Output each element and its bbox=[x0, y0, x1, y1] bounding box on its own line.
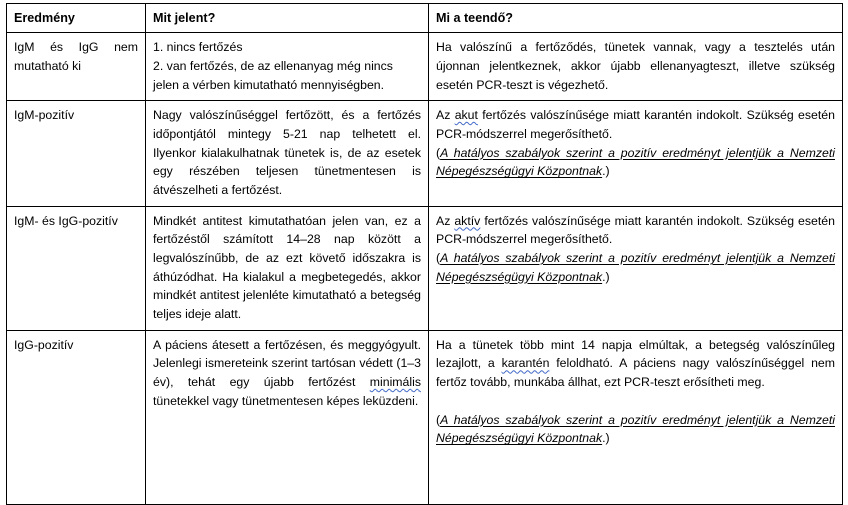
meaning-line: 1. nincs fertőzés bbox=[153, 40, 243, 55]
note-underlined-text: A hatályos szabályok szerint a pozitív eredményt jelentjük a Nemzeti Népegészségügyi Központnak bbox=[436, 145, 835, 179]
meaning-suffix: tünetekkel vagy tünetmentesen képes leküzdeni. bbox=[153, 393, 419, 408]
table-body bbox=[7, 33, 843, 505]
cell-meaning bbox=[146, 33, 429, 101]
table-header-row bbox=[7, 4, 843, 33]
column-header-result: Eredmény bbox=[7, 4, 146, 33]
cell-result: IgM és IgG nem mutatható ki bbox=[7, 33, 146, 101]
spellcheck-word: karantén bbox=[501, 356, 550, 371]
todo-text bbox=[436, 336, 835, 392]
note-underlined-text: A hatályos szabályok szerint a pozitív eredményt jelentjük a Nemzeti Népegészségügyi Központnak bbox=[436, 412, 835, 446]
note-underlined-text: A hatályos szabályok szerint a pozitív eredményt jelentjük a Nemzeti Népegészségügyi Központnak bbox=[436, 251, 835, 284]
cell-meaning bbox=[146, 330, 429, 504]
todo-prefix: Ha a tünetek több mint 14 napja elmúltak, a betegség valószínűleg lezajlott, a bbox=[436, 337, 835, 371]
todo-text: Ha valószínű a fertőződés, tünetek vannak, vagy a tesztelés után újonnan jelentkeznek, akkor újabb ellenanyagteszt, illetve szükség esetén PCR-teszt is végezhető. bbox=[436, 40, 835, 92]
cell-result: IgM-pozitív bbox=[7, 101, 146, 206]
spellcheck-word: minimális bbox=[369, 375, 421, 390]
table-row bbox=[7, 33, 843, 101]
todo-suffix: fertőzés valószínűsége miatt karantén indokolt. Szükség esetén PCR-módszerrel megerősíthető. bbox=[436, 213, 835, 247]
note-open-paren: ( bbox=[436, 145, 441, 160]
column-header-todo: Mi a teendő? bbox=[429, 4, 843, 33]
spellcheck-word: akut bbox=[454, 108, 478, 123]
todo-prefix: Az bbox=[436, 108, 455, 123]
cell-todo bbox=[429, 101, 843, 206]
cell-result: IgM- és IgG-pozitív bbox=[7, 206, 146, 330]
table-row bbox=[7, 101, 843, 206]
meaning-line: 2. van fertőzés, de az ellenanyag még nincs jelen a vérben kimutatható mennyiségben. bbox=[153, 58, 393, 92]
legal-note bbox=[436, 144, 835, 181]
note-open-paren: ( bbox=[436, 412, 441, 427]
todo-prefix: Az bbox=[436, 213, 455, 228]
legal-note bbox=[436, 249, 835, 286]
table-header bbox=[7, 4, 843, 33]
todo-suffix: feloldható. A páciens nagy valószínűséggel nem fertőz tovább, munkába állhat, ezt PCR-teszt erősítheti meg. bbox=[436, 356, 835, 390]
table-row bbox=[7, 206, 843, 330]
note-close-paren: .) bbox=[602, 164, 610, 179]
note-close-paren: .) bbox=[602, 269, 610, 284]
cell-meaning: Nagy valószínűséggel fertőzött, és a fertőzés időpontjától mintegy 5-21 nap telhetett el. Ilyenkor kialakulhatnak tünetek is, de az esetek egy részében teljesen tünetmentesen is átvészelheti a fertőzést. bbox=[146, 101, 429, 206]
table-row bbox=[7, 330, 843, 504]
todo-suffix: fertőzés valószínűsége miatt karantén indokolt. Szükség esetén PCR-módszerrel megerősíthető. bbox=[436, 108, 835, 141]
note-close-paren: .) bbox=[602, 431, 610, 446]
note-open-paren: ( bbox=[436, 251, 441, 266]
legal-note bbox=[436, 411, 835, 448]
column-header-meaning: Mit jelent? bbox=[146, 4, 429, 33]
paragraph-gap bbox=[436, 392, 835, 411]
cell-meaning: Mindkét antitest kimutathatóan jelen van, ez a fertőzéstől számított 14–28 nap között a legvalószínűbb, de az ezt követő időszakra is áthúzódhat. Ha kialakul a megbetegedés, akkor mindkét antitest jelenléte kimutatható a betegség teljes ideje alatt. bbox=[146, 206, 429, 330]
cell-todo bbox=[429, 330, 843, 504]
cell-todo bbox=[429, 206, 843, 330]
todo-text bbox=[436, 212, 835, 249]
antibody-test-results-table bbox=[6, 3, 843, 505]
todo-text bbox=[436, 106, 835, 143]
meaning-text bbox=[153, 336, 421, 411]
meaning-prefix: A páciens átesett a fertőzésen, és meggyógyult. Jelenlegi ismereteink szerint tartósan védett (1–3 év), tehát egy újabb fertőzést bbox=[153, 337, 421, 390]
cell-todo bbox=[429, 33, 843, 101]
cell-result: IgG-pozitív bbox=[7, 330, 146, 504]
spellcheck-word: aktív bbox=[454, 213, 481, 228]
